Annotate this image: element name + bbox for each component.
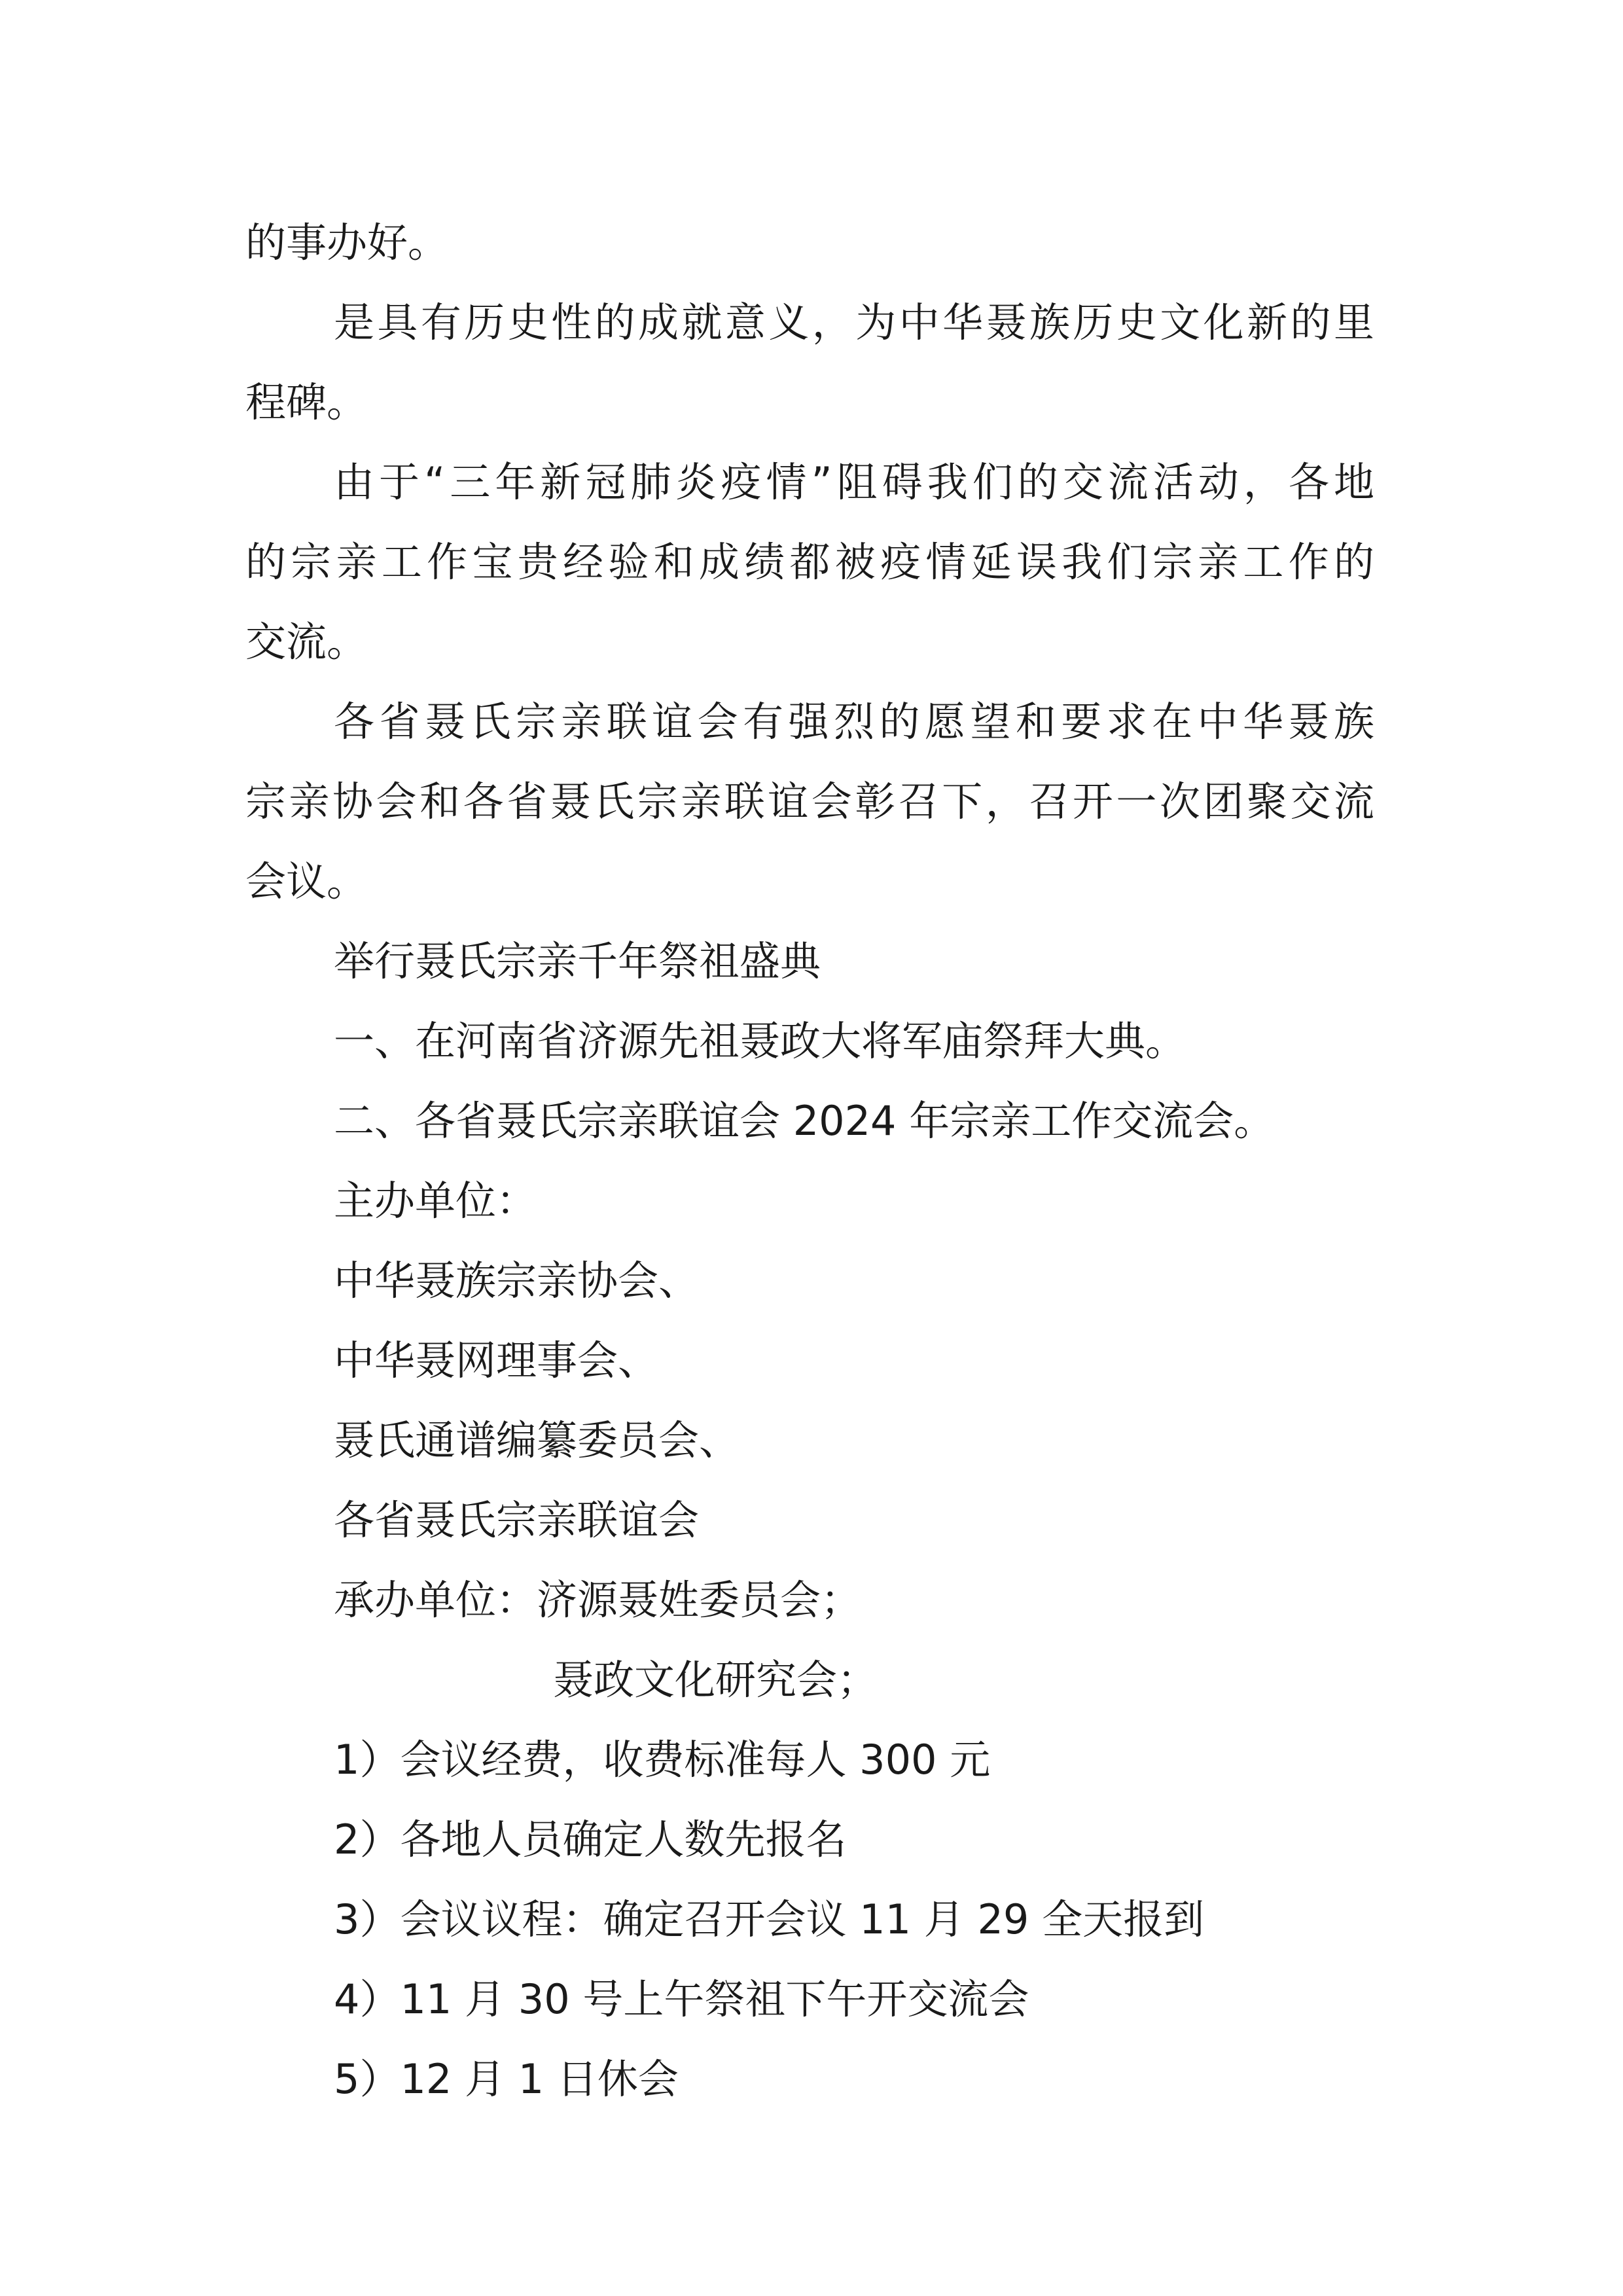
list-item: 一、在河南省济源先祖聂政大将军庙祭拜大典。 xyxy=(334,1017,1186,1065)
host-unit-line: 聂政文化研究会； xyxy=(553,1656,878,1704)
host-unit-line: 承办单位：济源聂姓委员会； xyxy=(334,1576,862,1624)
body-text-line: 宗亲协会和各省聂氏宗亲联谊会彰召下，召开一次团聚交流 xyxy=(245,778,1374,825)
organizer-item: 中华聂网理事会、 xyxy=(334,1336,659,1384)
paragraph-line: 各省聂氏宗亲联谊会有强烈的愿望和要求在中华聂族 xyxy=(334,698,1374,745)
organizer-item: 中华聂族宗亲协会、 xyxy=(334,1257,700,1304)
numbered-item: 1）会议经费，收费标准每人 300 元 xyxy=(334,1736,991,1784)
body-text-line: 的事办好。 xyxy=(245,219,449,266)
numbered-item: 4）11 月 30 号上午祭祖下午开交流会 xyxy=(334,1975,1029,2023)
numbered-item: 2）各地人员确定人数先报名 xyxy=(334,1816,847,1863)
body-text-line: 会议。 xyxy=(245,857,368,905)
organizer-item: 各省聂氏宗亲联谊会 xyxy=(334,1496,700,1544)
body-text-line: 程碑。 xyxy=(245,378,368,426)
paragraph-line: 是具有历史性的成就意义，为中华聂族历史文化新的里 xyxy=(334,298,1374,346)
body-text-line: 的宗亲工作宝贵经验和成绩都被疫情延误我们宗亲工作的 xyxy=(245,538,1374,586)
body-text-line: 交流。 xyxy=(245,618,368,666)
numbered-item: 3）会议议程：确定召开会议 11 月 29 全天报到 xyxy=(334,1895,1205,1943)
paragraph-line: 由于“三年新冠肺炎疫情”阻碍我们的交流活动，各地 xyxy=(334,458,1374,506)
organizer-label: 主办单位： xyxy=(334,1177,537,1225)
numbered-item: 5）12 月 1 日休会 xyxy=(334,2055,679,2103)
organizer-item: 聂氏通谱编纂委员会、 xyxy=(334,1416,740,1464)
heading-line: 举行聂氏宗亲千年祭祖盛典 xyxy=(334,937,821,985)
list-item: 二、各省聂氏宗亲联谊会 2024 年宗亲工作交流会。 xyxy=(334,1097,1275,1145)
